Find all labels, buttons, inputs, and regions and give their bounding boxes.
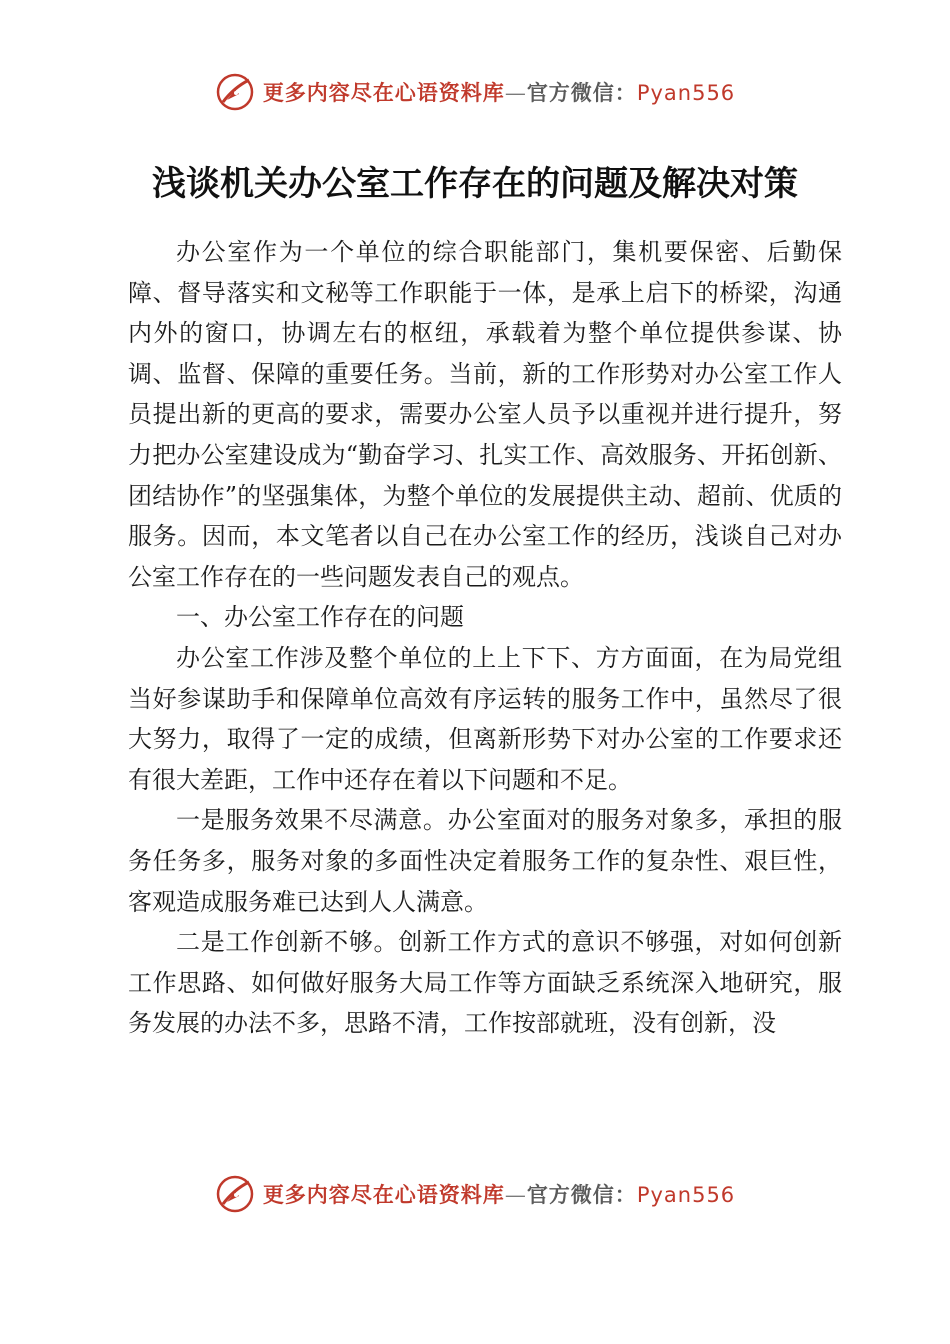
pen-nib-logo-icon bbox=[215, 1174, 255, 1214]
header-banner-text bbox=[263, 77, 735, 107]
header-banner-official: 官方微信： bbox=[526, 80, 637, 105]
pen-nib-logo-icon bbox=[215, 72, 255, 112]
footer-banner-wechat-id: Pyan556 bbox=[636, 1183, 736, 1207]
paragraph-overview: 办公室工作涉及整个单位的上上下下、方方面面，在为局党组当好参谋助手和保障单位高效有序运转的服务工作中，虽然尽了很大努力，取得了一定的成绩，但离新形势下对办公室的工作要求还有很大差距，工作中还存在着以下问题和不足。 bbox=[128, 643, 842, 794]
document-title: 浅谈机关办公室工作存在的问题及解决对策 bbox=[152, 164, 798, 204]
section-heading: 一、办公室工作存在的问题 bbox=[176, 603, 464, 632]
header-banner-wechat-id: Pyan556 bbox=[636, 81, 736, 105]
header-banner bbox=[0, 70, 950, 114]
footer-banner-text bbox=[263, 1179, 735, 1209]
footer-banner-main: 更多内容尽在心语资料库 bbox=[262, 1182, 505, 1207]
paragraph-intro: 办公室作为一个单位的综合职能部门，集机要保密、后勤保障、督导落实和文秘等工作职能于一体，是承上启下的桥梁，沟通内外的窗口，协调左右的枢纽，承载着为整个单位提供参谋、协调、监督、保障的重要任务。当前，新的工作形势对办公室工作人员提出新的更高的要求，需要办公室人员予以重视并进行提升，努力把办公室建设成为“勤奋学习、扎实工作、高效服务、开拓创新、团结协作”的坚强集体，为整个单位的发展提供主动、超前、优质的服务。因而，本文笔者以自己在办公室工作的经历，浅谈自己对办公室工作存在的一些问题发表自己的观点。 bbox=[128, 238, 842, 591]
document-body bbox=[128, 232, 842, 1044]
footer-banner-dash: — bbox=[504, 1183, 527, 1207]
header-banner-main: 更多内容尽在心语资料库 bbox=[262, 80, 505, 105]
footer-banner bbox=[0, 1172, 950, 1216]
paragraph-point-two: 二是工作创新不够。创新工作方式的意识不够强，对如何创新工作思路、如何做好服务大局工作等方面缺乏系统深入地研究，服务发展的办法不多，思路不清，工作按部就班，没有创新，没 bbox=[128, 928, 842, 1038]
header-banner-dash: — bbox=[504, 81, 527, 105]
paragraph-point-one: 一是服务效果不尽满意。办公室面对的服务对象多，承担的服务任务多，服务对象的多面性决定着服务工作的复杂性、艰巨性，客观造成服务难已达到人人满意。 bbox=[128, 806, 842, 916]
footer-banner-official: 官方微信： bbox=[526, 1182, 637, 1207]
